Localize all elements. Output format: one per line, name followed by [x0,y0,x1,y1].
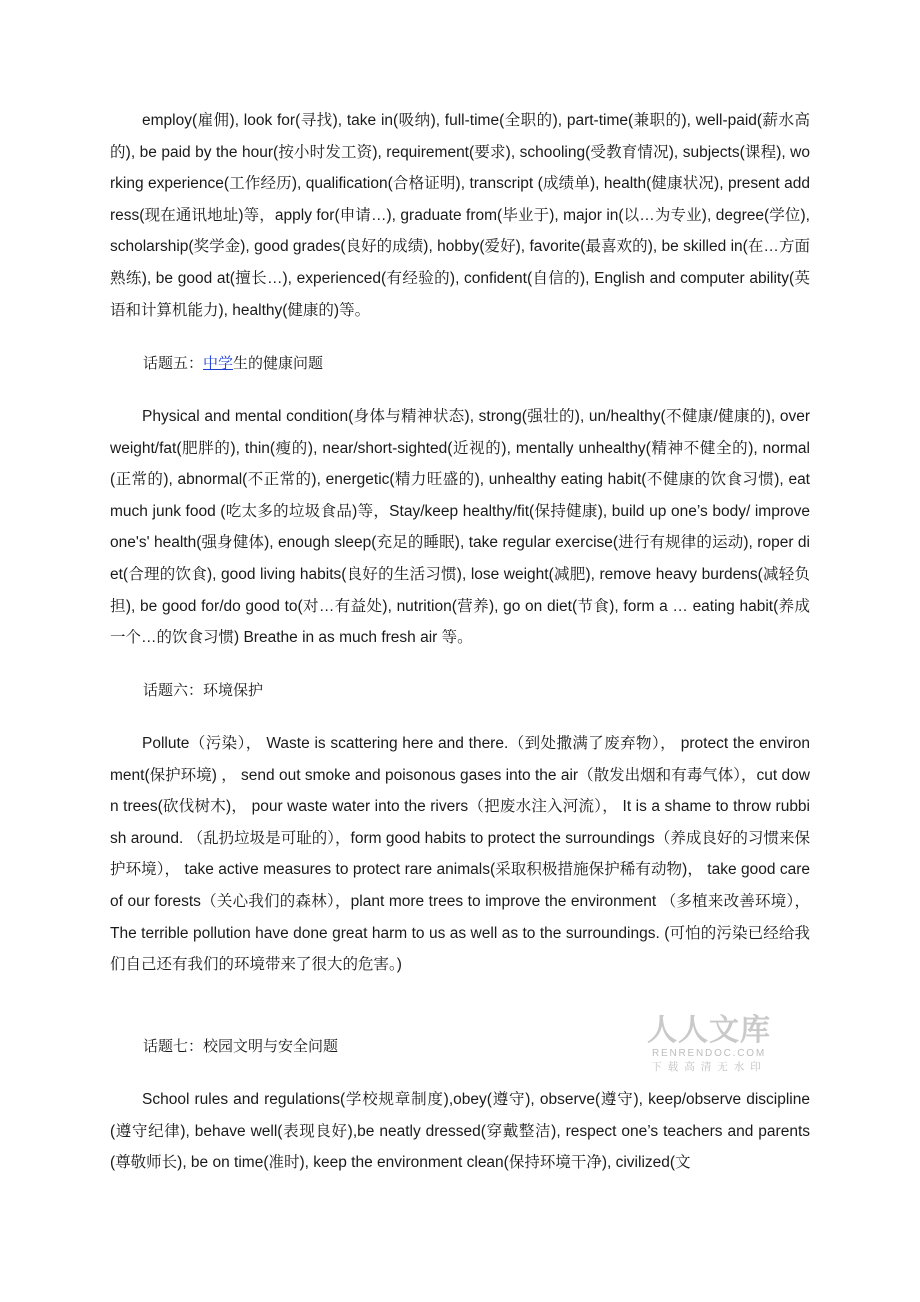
paragraph-environment-vocabulary: Pollute（污染）， Waste is scattering here and there.（到处撒满了废弃物）， protect the environment(保护环境) ， send out smoke and poisonous gases into the air（散发出烟和有毒气体），cut down trees(砍伐树木)， pour waste water into the rivers（把废水注入河流）， It is a shame to throw rubbish around. （乱扔垃圾是可耻的），form good habits to protect the surroundings（养成良好的习惯来保护环境）， take active measures to protect rare animals(采取积极措施保护稀有动物)， take good care of our forests（关心我们的森林），plant more trees to improve the environment （多植来改善环境），The terrible pollution have done great harm to us as well as to the surroundings. (可怕的污染已经给我们自己还有我们的环境带来了很大的危害。) [110,735,810,974]
heading-topic-6: 话题六：环境保护 [143,681,264,699]
watermark-domain: RENRENDOC.COM [652,1048,766,1059]
heading-topic-5-prefix: 话题五： [143,354,204,372]
paragraph-job-vocabulary: employ(雇佣), look for(寻找), take in(吸纳), full-time(全职的), part-time(兼职的), well-paid(薪水高的), be paid by the hour(按小时发工资), requirement(要求), schooling(受教育情况), subjects(课程), working experience(工作经历), qualification(合格证明), transcript (成绩单), health(健康状况), present address(现在通讯地址)等，apply for(申请…), graduate from(毕业于), major in(以…为专业), degree(学位), scholarship(奖学金), good grades(良好的成绩), hobby(爱好), favorite(最喜欢的), be skilled in(在…方面熟练), be good at(擅长…), experienced(有经验的), confident(自信的), English and computer ability(英语和计算机能力), healthy(健康的)等。 [110,112,810,319]
heading-topic-5 [143,352,323,374]
heading-topic-5-suffix: 生的健康问题 [233,354,324,372]
watermark-slogan: 下载高清无水印 [651,1061,767,1073]
paragraph-campus-vocabulary: School rules and regulations(学校规章制度),obey(遵守), observe(遵守), keep/observe discipline(遵守纪律), behave well(表现良好),be neatly dressed(穿戴整洁), respect one’s teachers and parents(尊敬师长), be on time(准时), keep the environment clean(保持环境干净), civilized(文 [110,1091,810,1172]
middle-school-link[interactable]: 中学 [203,354,234,372]
watermark-title: 人人文库 [647,1013,771,1048]
renrendoc-watermark [647,1014,771,1074]
paragraph-health-vocabulary: Physical and mental condition(身体与精神状态), strong(强壮的), un/healthy(不健康/健康的), overweight/fat(肥胖的), thin(瘦的), near/short-sighted(近视的), mentally unhealthy(精神不健全的), normal(正常的), abnormal(不正常的), energetic(精力旺盛的), unhealthy eating habit(不健康的饮食习惯), eat much junk food (吃太多的垃圾食品)等，Stay/keep healthy/fit(保持健康), build up one’s body/ improve one's' health(强身健体), enough sleep(充足的睡眠), take regular exercise(进行有规律的运动), roper diet(合理的饮食), good living habits(良好的生活习惯), lose weight(减肥), remove heavy burdens(减轻负担), be good for/do good to(对…有益处), nutrition(营养), go on diet(节食), form a … eating habit(养成一个…的饮食习惯) Breathe in as much fresh air 等。 [110,408,810,647]
heading-topic-7: 话题七：校园文明与安全问题 [143,1037,339,1055]
